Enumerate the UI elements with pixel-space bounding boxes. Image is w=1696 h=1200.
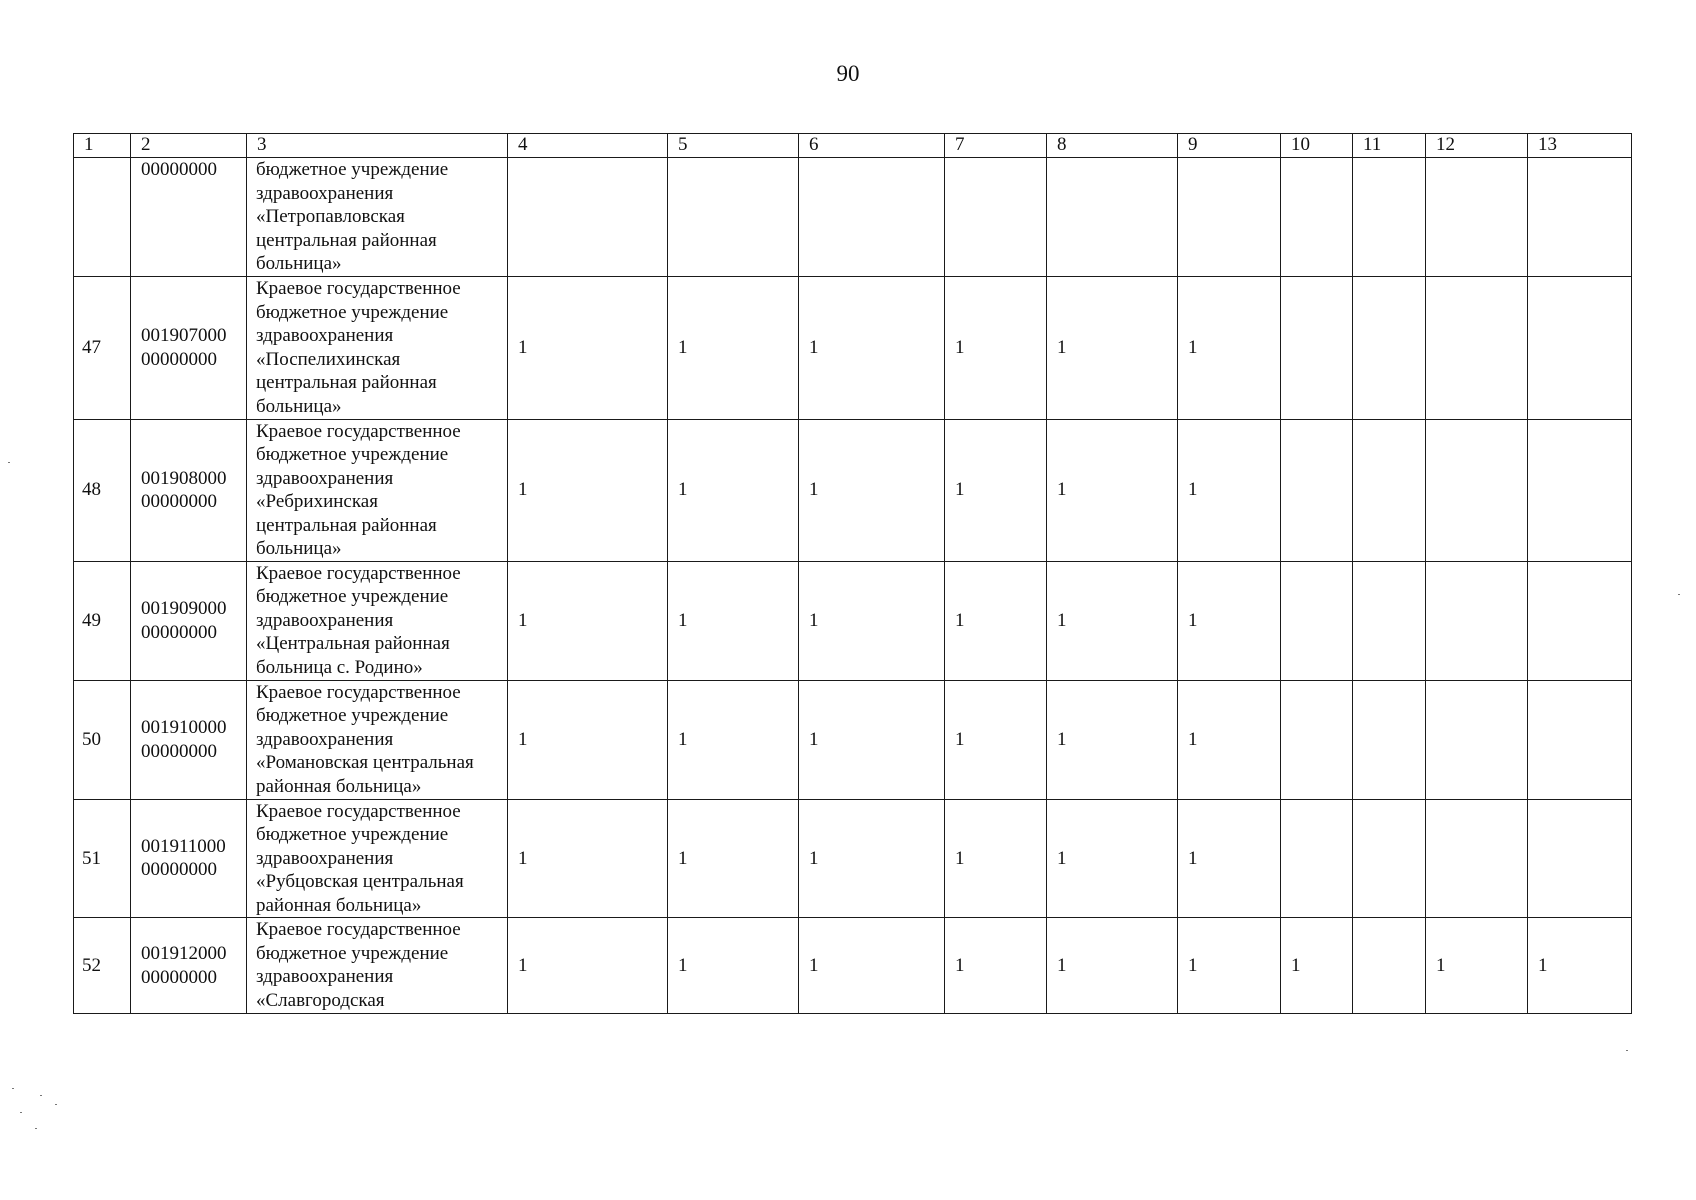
institution-name-line: здравоохранения	[256, 728, 394, 750]
value-cell	[1281, 419, 1353, 561]
value-cell: 1	[1047, 419, 1178, 561]
institution-name-line: районная больница»	[256, 894, 422, 916]
institution-name-line: центральная районная	[256, 514, 437, 536]
value-cell: 1	[1047, 799, 1178, 918]
code-line: 001911000	[141, 835, 226, 857]
value-cell	[1281, 276, 1353, 419]
value-cell: 1	[1178, 561, 1281, 680]
column-header: 4	[508, 134, 668, 158]
column-header: 7	[945, 134, 1047, 158]
institutions-table	[73, 133, 1632, 1014]
value-cell	[1528, 158, 1632, 277]
value-cell	[1426, 561, 1528, 680]
institution-name-line: Краевое государственное	[256, 800, 461, 822]
value-cell: 1	[1281, 918, 1353, 1014]
column-header: 5	[668, 134, 799, 158]
institution-name-line: бюджетное учреждение	[256, 942, 449, 964]
code-line: 001908000	[141, 467, 227, 489]
value-cell	[1353, 680, 1426, 799]
institution-name-line: центральная районная	[256, 229, 437, 251]
code-line: 001910000	[141, 717, 227, 738]
value-cell: 1	[799, 799, 945, 918]
institution-name-line: бюджетное учреждение	[256, 444, 449, 465]
code-line: 00000000	[141, 966, 217, 988]
value-cell	[1426, 276, 1528, 419]
value-cell	[1353, 276, 1426, 419]
institution-name-line: Краевое государственное	[256, 681, 461, 703]
value-cell	[799, 158, 945, 277]
code-line: 00000000	[141, 159, 217, 180]
institution-name-line: бюджетное учреждение	[256, 586, 449, 608]
value-cell	[1528, 276, 1632, 419]
code-cell	[131, 276, 247, 419]
value-cell	[1528, 680, 1632, 799]
value-cell	[1281, 799, 1353, 918]
scan-speck	[1626, 1050, 1628, 1051]
column-header: 1	[74, 134, 131, 158]
institution-name-line: Краевое государственное	[256, 420, 461, 442]
institution-name-cell	[247, 276, 508, 419]
code-line: 001909000	[141, 598, 227, 619]
value-cell	[1353, 158, 1426, 277]
institution-name-line: Краевое государственное	[256, 562, 461, 584]
value-cell: 1	[1426, 918, 1528, 1014]
institution-name-line: «Центральная районная	[256, 633, 450, 655]
value-cell: 1	[1047, 276, 1178, 419]
value-cell	[668, 158, 799, 277]
value-cell: 1	[508, 918, 668, 1014]
institution-name-line: «Славгородская	[256, 989, 385, 1011]
institution-name-line: «Поспелихинская	[256, 348, 401, 370]
institution-name-line: больница»	[256, 395, 342, 417]
code-line: 00000000	[141, 348, 217, 370]
column-header: 8	[1047, 134, 1178, 158]
value-cell	[1528, 799, 1632, 918]
column-header: 2	[131, 134, 247, 158]
row-number-cell	[74, 158, 131, 277]
value-cell	[1426, 419, 1528, 561]
code-cell	[131, 158, 247, 277]
value-cell: 1	[668, 561, 799, 680]
institution-name-line: «Петропавловская	[256, 206, 405, 227]
institution-name-line: районная больница»	[256, 775, 422, 797]
value-cell: 1	[1047, 561, 1178, 680]
code-line: 00000000	[141, 740, 217, 762]
value-cell	[1353, 419, 1426, 561]
code-line: 00000000	[141, 491, 217, 512]
value-cell: 1	[799, 419, 945, 561]
value-cell	[1353, 799, 1426, 918]
value-cell: 1	[945, 561, 1047, 680]
value-cell: 1	[508, 561, 668, 680]
value-cell: 1	[945, 276, 1047, 419]
value-cell	[1528, 419, 1632, 561]
institution-name-line: здравоохранения	[256, 182, 394, 204]
code-cell	[131, 419, 247, 561]
institution-name-line: Краевое государственное	[256, 278, 461, 299]
value-cell: 1	[945, 419, 1047, 561]
row-number-cell: 48	[74, 419, 131, 561]
value-cell: 1	[945, 799, 1047, 918]
institution-name-line: здравоохранения	[256, 966, 394, 987]
institution-name-line: «Романовская центральная	[256, 752, 474, 774]
page-number: 90	[836, 61, 860, 86]
scan-speck	[12, 1088, 14, 1089]
value-cell: 1	[1178, 276, 1281, 419]
table-row	[74, 419, 1632, 561]
code-cell	[131, 680, 247, 799]
row-number-cell: 50	[74, 680, 131, 799]
scan-speck	[35, 1128, 37, 1129]
value-cell	[508, 158, 668, 277]
institution-name-line: больница»	[256, 538, 342, 559]
institution-name-line: бюджетное учреждение	[256, 301, 449, 323]
scan-speck	[20, 1112, 22, 1113]
value-cell: 1	[508, 276, 668, 419]
value-cell	[945, 158, 1047, 277]
institution-name-cell	[247, 799, 508, 918]
code-cell	[131, 561, 247, 680]
scan-speck	[55, 1104, 57, 1105]
code-cell	[131, 799, 247, 918]
value-cell: 1	[668, 918, 799, 1014]
institution-name-line: больница»	[256, 253, 342, 274]
institution-name-cell	[247, 918, 508, 1014]
value-cell: 1	[1178, 918, 1281, 1014]
table-row	[74, 561, 1632, 680]
column-header: 9	[1178, 134, 1281, 158]
value-cell: 1	[799, 918, 945, 1014]
value-cell: 1	[1047, 680, 1178, 799]
institution-name-cell	[247, 419, 508, 561]
value-cell	[1426, 158, 1528, 277]
institution-name-line: больница с. Родино»	[256, 656, 423, 678]
value-cell	[1528, 561, 1632, 680]
institution-name-cell	[247, 158, 508, 277]
institution-name-line: бюджетное учреждение	[256, 824, 449, 845]
code-cell	[131, 918, 247, 1014]
institution-name-line: здравоохранения	[256, 325, 394, 346]
value-cell: 1	[799, 680, 945, 799]
table-body	[74, 158, 1632, 1014]
value-cell	[1178, 158, 1281, 277]
value-cell: 1	[508, 799, 668, 918]
value-cell: 1	[945, 918, 1047, 1014]
scan-speck	[40, 1095, 42, 1096]
row-number-cell: 49	[74, 561, 131, 680]
table-row	[74, 918, 1632, 1014]
institution-name-line: здравоохранения	[256, 609, 394, 631]
value-cell: 1	[1178, 419, 1281, 561]
value-cell: 1	[799, 561, 945, 680]
scan-speck	[8, 462, 10, 463]
value-cell	[1047, 158, 1178, 277]
institution-name-line: «Ребрихинская	[256, 491, 378, 512]
code-line: 001907000	[141, 325, 227, 346]
value-cell	[1281, 680, 1353, 799]
row-number-cell: 51	[74, 799, 131, 918]
value-cell	[1281, 158, 1353, 277]
table-row	[74, 799, 1632, 918]
value-cell	[1353, 918, 1426, 1014]
institution-name-line: «Рубцовская центральная	[256, 871, 464, 892]
value-cell: 1	[668, 276, 799, 419]
value-cell	[1353, 561, 1426, 680]
institution-name-line: бюджетное учреждение	[256, 159, 449, 180]
value-cell: 1	[508, 419, 668, 561]
value-cell: 1	[508, 680, 668, 799]
value-cell: 1	[945, 680, 1047, 799]
code-line: 00000000	[141, 621, 217, 643]
table-row	[74, 276, 1632, 419]
value-cell: 1	[799, 276, 945, 419]
institution-name-cell	[247, 680, 508, 799]
row-number-cell: 52	[74, 918, 131, 1014]
value-cell: 1	[1528, 918, 1632, 1014]
column-header: 12	[1426, 134, 1528, 158]
institution-name-line: Краевое государственное	[256, 919, 461, 940]
value-cell: 1	[1178, 680, 1281, 799]
code-line: 001912000	[141, 943, 227, 964]
value-cell: 1	[668, 799, 799, 918]
value-cell: 1	[1047, 918, 1178, 1014]
institution-name-line: здравоохранения	[256, 847, 394, 869]
value-cell: 1	[668, 419, 799, 561]
institution-name-line: центральная районная	[256, 372, 437, 393]
value-cell: 1	[1178, 799, 1281, 918]
scan-speck	[1678, 594, 1680, 595]
row-number-cell: 47	[74, 276, 131, 419]
table-row	[74, 158, 1632, 277]
column-header: 10	[1281, 134, 1353, 158]
institution-name-line: здравоохранения	[256, 467, 394, 489]
value-cell	[1281, 561, 1353, 680]
value-cell: 1	[668, 680, 799, 799]
table-row	[74, 680, 1632, 799]
value-cell	[1426, 799, 1528, 918]
column-header: 3	[247, 134, 508, 158]
institution-name-cell	[247, 561, 508, 680]
code-line: 00000000	[141, 859, 217, 881]
column-number-header-row	[74, 134, 1632, 158]
column-header: 6	[799, 134, 945, 158]
value-cell	[1426, 680, 1528, 799]
column-header: 11	[1353, 134, 1426, 158]
institution-name-line: бюджетное учреждение	[256, 705, 449, 727]
column-header: 13	[1528, 134, 1632, 158]
